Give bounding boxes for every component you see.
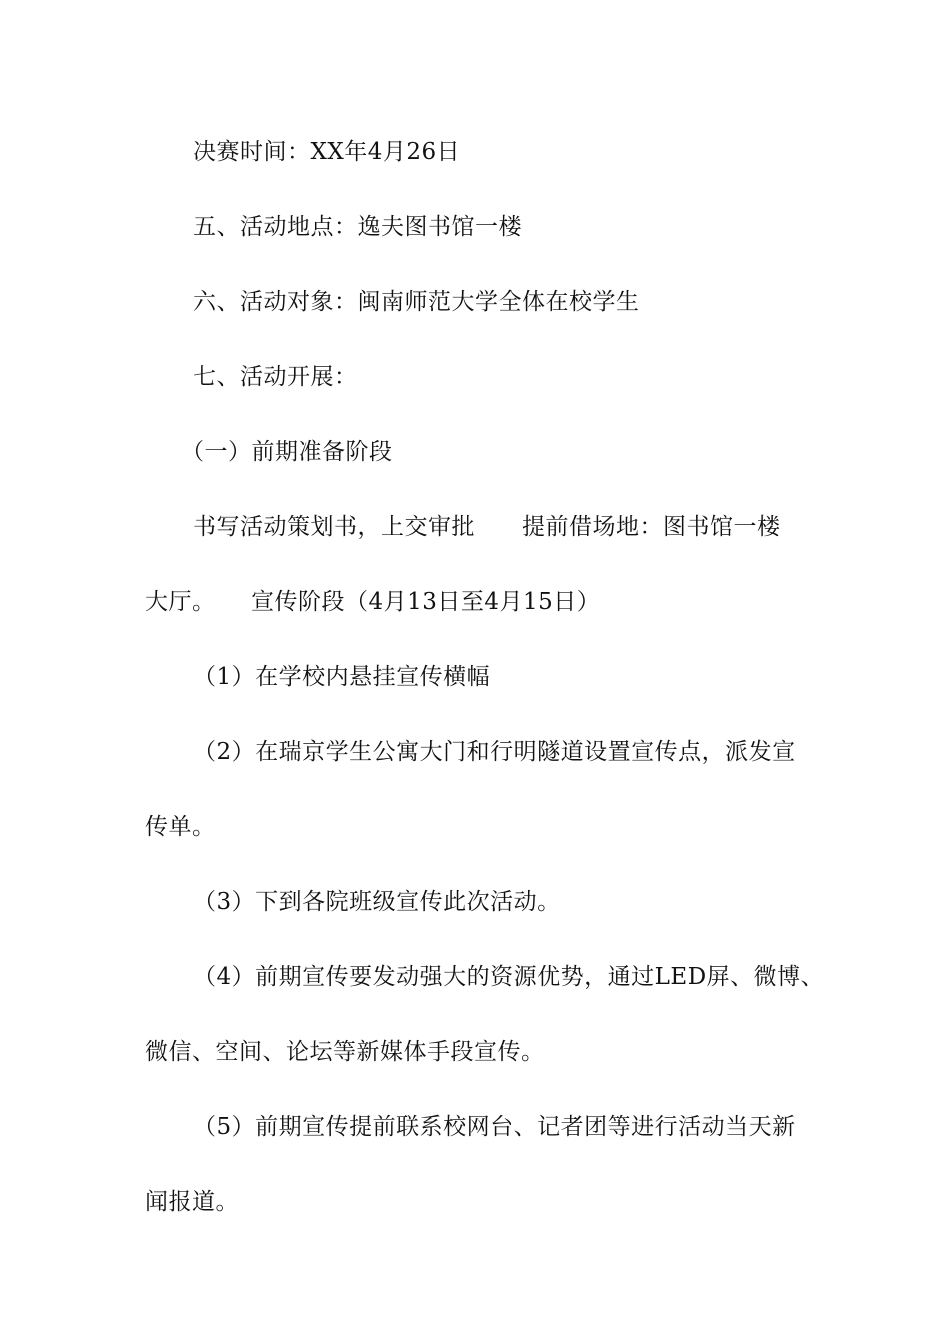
final-time-line: 决赛时间：XX年4月26日 — [193, 139, 461, 165]
prep-phase-heading: （一）前期准备阶段 — [181, 439, 393, 465]
paragraph-line: 书写活动策划书，上交审批 提前借场地：图书馆一楼 — [193, 514, 781, 540]
venue-line: 五、活动地点：逸夫图书馆一楼 — [193, 214, 522, 240]
list-item: （3）下到各院班级宣传此次活动。 — [193, 889, 561, 915]
activity-heading: 七、活动开展： — [193, 364, 358, 390]
paragraph-line: 大厅。 宣传阶段（4月13日至4月15日） — [145, 589, 601, 615]
list-item: （2）在瑞京学生公寓大门和行明隧道设置宣传点，派发宣 — [193, 739, 796, 765]
list-item: （4）前期宣传要发动强大的资源优势，通过LED屏、微博、 — [193, 964, 825, 990]
audience-line: 六、活动对象：闽南师范大学全体在校学生 — [193, 289, 640, 315]
list-item-continuation: 微信、空间、论坛等新媒体手段宣传。 — [145, 1039, 545, 1065]
list-item: （5）前期宣传提前联系校网台、记者团等进行活动当天新 — [193, 1114, 796, 1140]
list-item-continuation: 闻报道。 — [145, 1189, 239, 1215]
list-item: （1）在学校内悬挂宣传横幅 — [193, 664, 491, 690]
list-item-continuation: 传单。 — [145, 814, 216, 840]
